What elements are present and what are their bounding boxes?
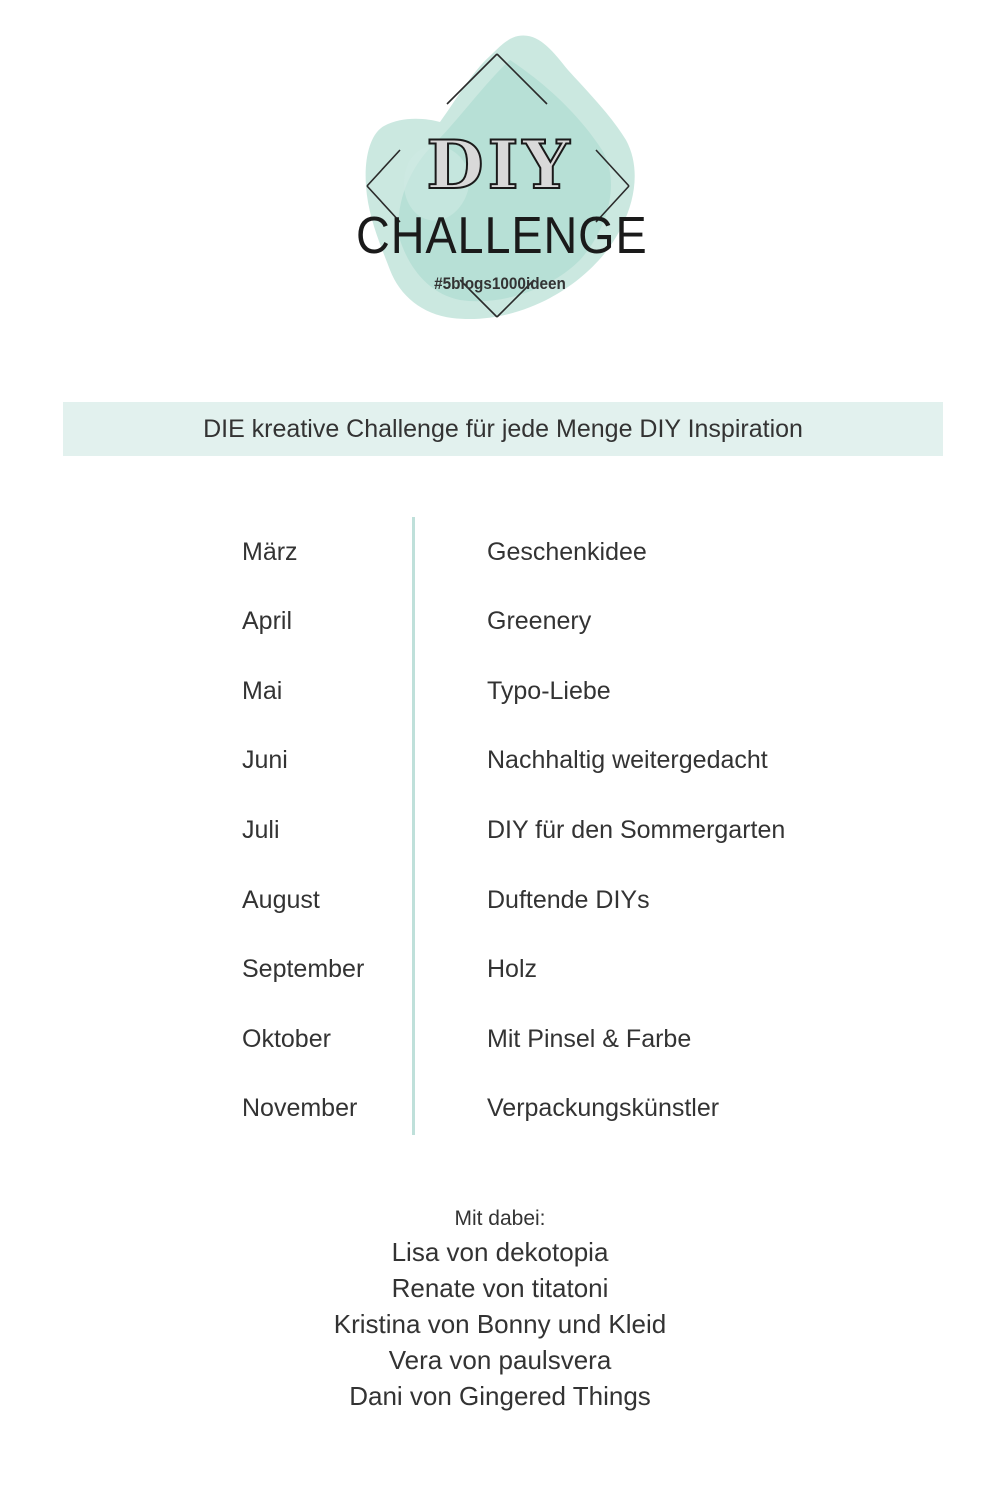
schedule-row [0, 740, 1000, 780]
diy-challenge-logo [340, 30, 660, 330]
schedule-topic: DIY für den Sommergarten [487, 816, 786, 844]
schedule-topic: Mit Pinsel & Farbe [487, 1025, 692, 1053]
schedule-month: März [242, 538, 298, 566]
schedule-row [0, 671, 1000, 711]
schedule-month: November [242, 1094, 358, 1122]
participant-name: Renate von titatoni [391, 1273, 609, 1303]
schedule-month: Oktober [242, 1025, 331, 1053]
schedule-month: Juli [242, 816, 280, 844]
participants-section [0, 1204, 1000, 1414]
logo-hashtag: #5blogs1000ideen [434, 274, 566, 293]
schedule-row [0, 949, 1000, 989]
schedule-row [0, 601, 1000, 641]
schedule-row [0, 810, 1000, 850]
participant-name: Lisa von dekotopia [391, 1237, 609, 1267]
participant-name: Vera von paulsvera [388, 1345, 612, 1375]
schedule-topic: Greenery [487, 607, 592, 635]
schedule-topic: Nachhaltig weitergedacht [487, 746, 768, 774]
logo-subtitle: CHALLENGE [356, 207, 648, 265]
participants-heading: Mit dabei: [454, 1207, 546, 1230]
schedule-row [0, 532, 1000, 572]
schedule-row [0, 1088, 1000, 1128]
schedule-topic: Typo-Liebe [487, 677, 611, 705]
schedule-topic: Verpackungskünstler [487, 1094, 720, 1122]
schedule-month: Mai [242, 677, 283, 705]
schedule-month: Juni [242, 746, 288, 774]
schedule-topic: Duftende DIYs [487, 886, 650, 914]
tagline-banner [63, 402, 943, 456]
schedule-topic: Holz [487, 955, 538, 983]
logo-title: DIY [426, 126, 574, 204]
tagline-text: DIE kreative Challenge für jede Menge DIY Inspiration [203, 414, 803, 443]
participant-name: Kristina von Bonny und Kleid [333, 1309, 667, 1339]
schedule-month: August [242, 886, 320, 914]
schedule-topic: Geschenkidee [487, 538, 647, 566]
schedule-month: September [242, 955, 365, 983]
schedule-row [0, 880, 1000, 920]
schedule-row [0, 1019, 1000, 1059]
participant-name: Dani von Gingered Things [349, 1381, 651, 1411]
schedule-month: April [242, 607, 293, 635]
